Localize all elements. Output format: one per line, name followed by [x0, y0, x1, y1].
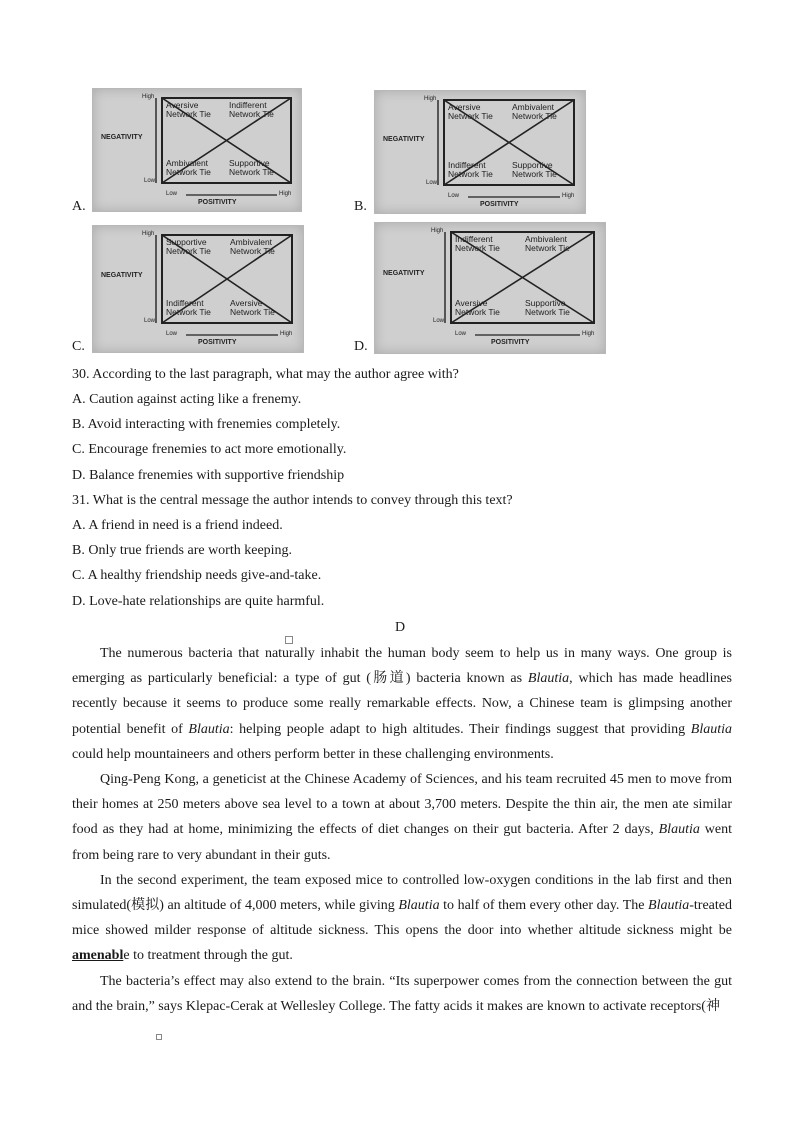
option-b-diagram: [374, 90, 586, 214]
y-low-label: Low: [144, 178, 156, 184]
question-30-option-d: D. Balance frenemies with supportive friendship: [72, 468, 345, 483]
x-low-label: Low: [448, 193, 460, 199]
question-30-stem: 30. According to the last paragraph, what may the author agree with?: [72, 367, 459, 382]
question-30-option-c: C. Encourage frenemies to act more emotionally.: [72, 442, 347, 457]
passage-paragraph-1: The numerous bacteria that naturally inhabit the human body seem to help us in many ways. One group is emerging as particularly beneficial: a type of gut (肠道) bacteria known as Blautia, which has made headlines recently because it seems to produce some really remarkable effects. Now, a Chinese team is glimpsing another potential benefit of Blautia: helping people adapt to high altitudes. Their findings suggest that providing Blautia could help mountaineers and others perform better in these challenging environments.: [72, 646, 732, 762]
x-high-label: High: [562, 193, 575, 199]
y-low-label: Low: [433, 318, 445, 324]
question-30-option-b: B. Avoid interacting with frenemies completely.: [72, 417, 341, 432]
passage-paragraph-3: In the second experiment, the team exposed mice to controlled low-oxygen conditions in the lab first and then simulated(模拟) an altitude of 4,000 meters, while giving Blautia to half of them every other day. The Blautia-treated mice showed milder response of altitude sickness. This opens the door into whether altitude sickness might be amenable to treatment through the gut.: [72, 872, 732, 964]
y-axis-title: NEGATIVITY: [383, 136, 425, 143]
section-heading: D: [394, 620, 406, 635]
option-b-letter: B.: [354, 199, 367, 214]
x-axis-title: POSITIVITY: [480, 201, 519, 208]
option-a-letter: A.: [72, 199, 86, 214]
y-axis-title: NEGATIVITY: [101, 134, 143, 141]
scan-mark-bottom: [156, 1034, 162, 1040]
y-low-label: Low: [144, 318, 156, 324]
quadrant-top-left: Supportive Network Tie: [166, 237, 211, 256]
quadrant-top-left: Aversive Network Tie: [448, 102, 493, 121]
quadrant-top-left: Aversive Network Tie: [166, 100, 211, 119]
x-high-label: High: [582, 331, 595, 337]
x-low-label: Low: [455, 331, 467, 337]
quadrant-bottom-left: Aversive Network Tie: [455, 298, 500, 317]
x-low-label: Low: [166, 191, 178, 197]
quadrant-bottom-left: Ambivalent Network Tie: [166, 158, 211, 177]
quadrant-bottom-right: Supportive Network Tie: [229, 158, 274, 177]
y-axis-title: NEGATIVITY: [383, 270, 425, 277]
quadrant-top-right: Ambivalent Network Tie: [230, 237, 275, 256]
quadrant-top-left: Indifferent Network Tie: [455, 234, 500, 253]
quadrant-top-right: Indifferent Network Tie: [229, 100, 274, 119]
question-31-option-b: B. Only true friends are worth keeping.: [72, 543, 293, 558]
y-high-label: High: [424, 96, 437, 102]
quadrant-bottom-right: Supportive Network Tie: [512, 160, 557, 179]
passage-d: [72, 641, 732, 1019]
question-30-option-a: A. Caution against acting like a frenemy.: [72, 392, 302, 407]
y-axis-title: NEGATIVITY: [101, 272, 143, 279]
quadrant-bottom-right: Aversive Network Tie: [230, 298, 275, 317]
option-c-diagram: [92, 225, 304, 353]
option-c-letter: C.: [72, 339, 85, 354]
option-d-diagram: [374, 222, 606, 354]
x-axis-title: POSITIVITY: [198, 339, 237, 346]
option-a-diagram: [92, 88, 302, 212]
y-high-label: High: [142, 231, 155, 237]
x-high-label: High: [279, 191, 292, 197]
x-high-label: High: [280, 331, 293, 337]
question-31-stem: 31. What is the central message the author intends to convey through this text?: [72, 493, 513, 508]
passage-paragraph-2: Qing-Peng Kong, a geneticist at the Chinese Academy of Sciences, and his team recruited 45 men to move from their homes at 250 meters above sea level to a town at about 3,700 meters. Despite the thin air, the men ate similar food as they had at home, minimizing the effects of diet changes on their gut bacteria. After 2 days, Blautia went from being rare to very abundant in their guts.: [72, 772, 732, 863]
y-low-label: Low: [426, 180, 438, 186]
x-axis-title: POSITIVITY: [198, 199, 237, 206]
question-31-option-c: C. A healthy friendship needs give-and-take.: [72, 568, 322, 583]
y-high-label: High: [431, 228, 444, 234]
x-low-label: Low: [166, 331, 178, 337]
quadrant-bottom-left: Indifferent Network Tie: [166, 298, 211, 317]
quadrant-top-right: Ambivalent Network Tie: [512, 102, 557, 121]
quadrant-bottom-right: Supportive Network Tie: [525, 298, 570, 317]
option-d-letter: D.: [354, 339, 368, 354]
question-31-option-a: A. A friend in need is a friend indeed.: [72, 518, 283, 533]
quadrant-top-right: Ambivalent Network Tie: [525, 234, 570, 253]
question-31-option-d: D. Love-hate relationships are quite harmful.: [72, 594, 325, 609]
quadrant-bottom-left: Indifferent Network Tie: [448, 160, 493, 179]
passage-paragraph-4: The bacteria’s effect may also extend to the brain. “Its superpower comes from the connection between the gut and the brain,” says Klepac-Cerak at Wellesley College. The fatty acids it makes are known to activate receptors(神: [72, 973, 732, 1014]
underlined-word: amenabl: [72, 948, 124, 964]
x-axis-title: POSITIVITY: [491, 339, 530, 346]
y-high-label: High: [142, 94, 155, 100]
